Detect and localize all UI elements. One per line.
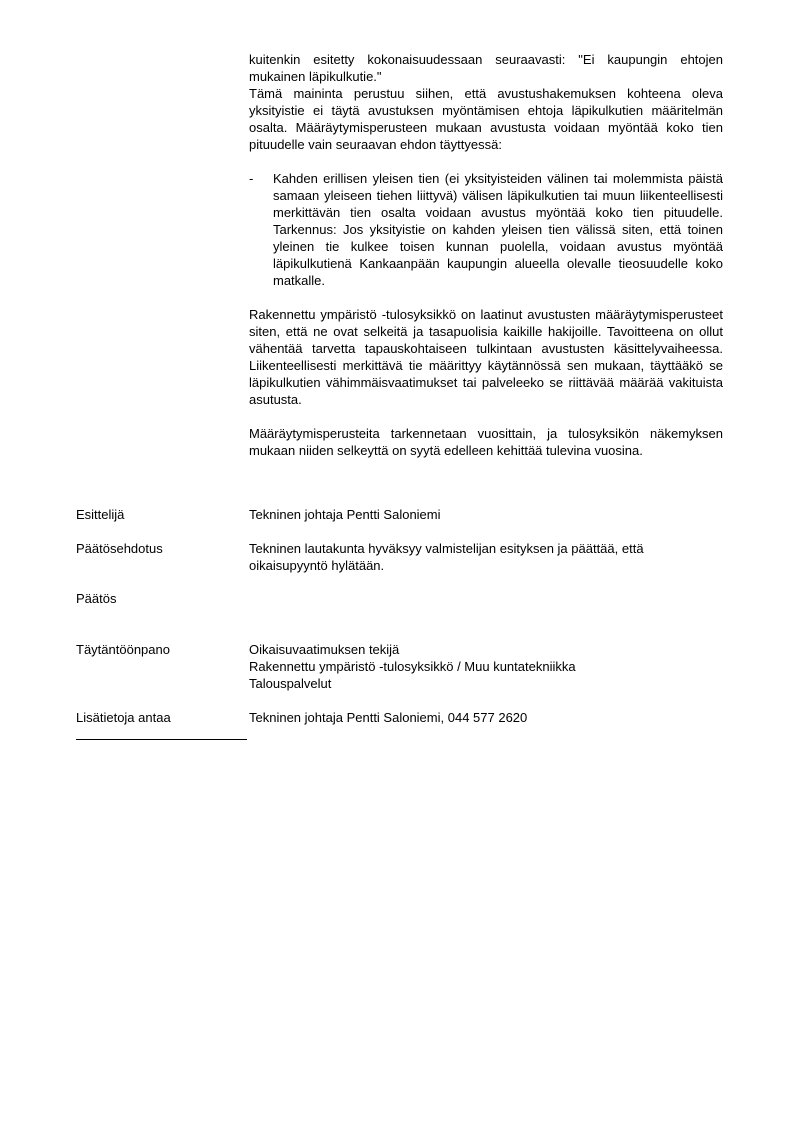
body-paragraph-3: Rakennettu ympäristö -tulosyksikkö on laatinut avustusten määräytymisperusteet siten, että ne ovat selkeitä ja tasapuolisia kaikille hakijoille. Tavoitteena on ollut vähentää tarvetta tapauskohtaiseen tulkintaan avustusten käsittelyvaiheessa. Liikenteellisesti merkittävä tie määrittyy käytännössä sen mukaan, täyttääkö se läpikulkutien vähimmäisvaatimukset tai palveleeko se riittävää määrää vakituista asutusta. bbox=[249, 307, 723, 407]
field-label-esittelija: Esittelijä bbox=[76, 507, 125, 522]
recipient-line: Talouspalvelut bbox=[249, 676, 332, 691]
field-value-paatosehdotus: Tekninen lautakunta hyväksyy valmistelijan esityksen ja päättää, että oikaisupyyntö hylätään. bbox=[249, 541, 644, 573]
body-text bbox=[249, 51, 723, 459]
body-paragraph-4: Määräytymisperusteita tarkennetaan vuosittain, ja tulosyksikön näkemyksen mukaan niiden selkeyttä on syytä edelleen kehittää tulevina vuosina. bbox=[249, 426, 723, 458]
recipient-line: Oikaisuvaatimuksen tekijä bbox=[249, 642, 400, 657]
intro-paragraph-2: Tämä maininta perustuu siihen, että avustushakemuksen kohteena oleva yksityistie ei täytä avustuksen myöntämisen ehtoja läpikulkutien määritelmän osalta. Määräytymisperusteen mukaan avustusta voidaan myöntää koko tien pituudelle vain seuraavan ehdon täyttyessä: bbox=[249, 86, 723, 152]
field-label-paatos: Päätös bbox=[76, 591, 117, 606]
recipient-line: Rakennettu ympäristö -tulosyksikkö / Muu kuntatekniikka bbox=[249, 659, 576, 674]
intro-paragraph-1: kuitenkin esitetty kokonaisuudessaan seuraavasti: "Ei kaupungin ehtojen mukainen läpikulkutie." bbox=[249, 52, 723, 84]
section-divider bbox=[76, 739, 247, 740]
bullet-text: Kahden erillisen yleisen tien (ei yksityisteiden välinen tai molemmista päistä samaan yleiseen tiehen liittyvä) välisen läpikulkutien tai muun liikenteellisesti merkittävän tien osalta voidaan avustus myöntää koko tien pituudelle. Tarkennus: Jos yksityistie on kahden yleisen tien välissä siten, että toinen yleinen tie kulkee toisen kunnan puolella, voidaan avustus myöntää läpikulkutienä Kankaanpään kaupungin alueella olevalle tieosuudelle koko matkalle. bbox=[273, 171, 723, 288]
field-value-esittelija: Tekninen johtaja Pentti Saloniemi bbox=[249, 507, 441, 522]
bullet-marker: - bbox=[249, 171, 254, 186]
field-label-paatosehdotus: Päätösehdotus bbox=[76, 541, 163, 556]
field-label-lisatietoja: Lisätietoja antaa bbox=[76, 710, 171, 725]
field-value-taytantoonpano bbox=[249, 641, 723, 692]
field-label-taytantoonpano: Täytäntöönpano bbox=[76, 642, 170, 657]
bullet-item bbox=[249, 170, 723, 289]
field-value-lisatietoja: Tekninen johtaja Pentti Saloniemi, 044 577 2620 bbox=[249, 710, 528, 725]
